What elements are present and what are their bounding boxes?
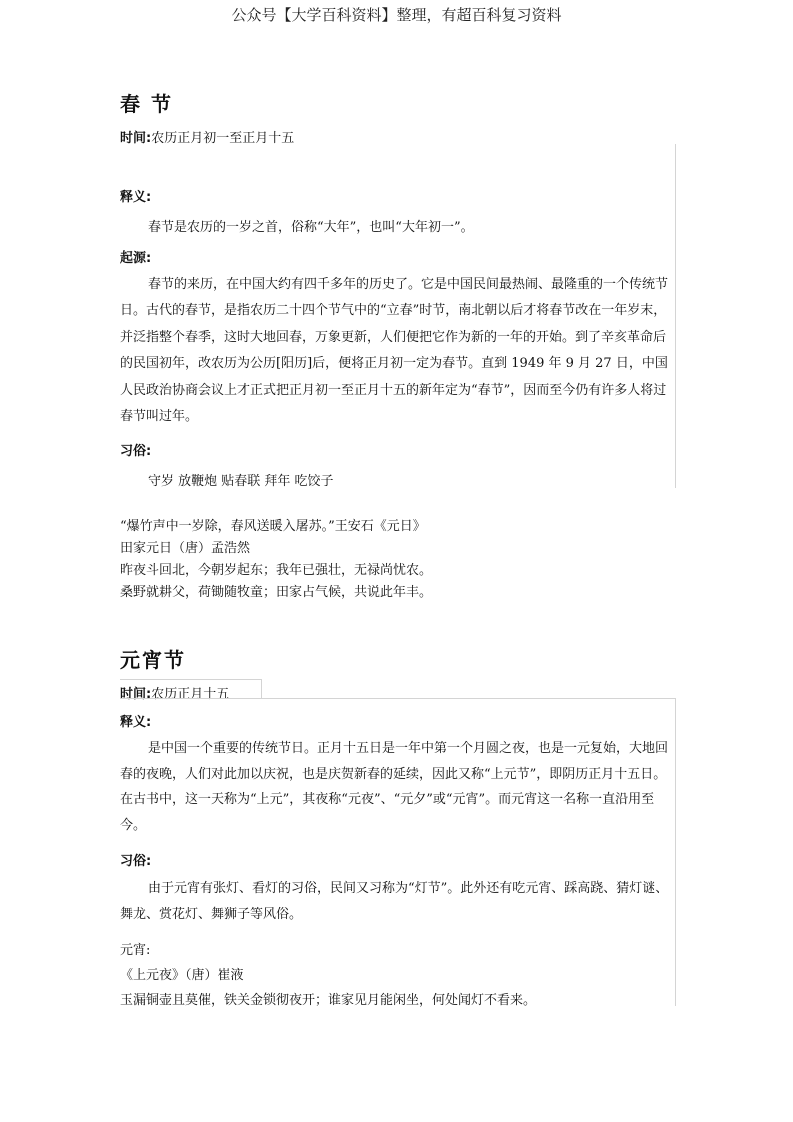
time-label: 时间: [120, 131, 152, 146]
box-border-top [120, 698, 676, 699]
meaning-label: 释义: [120, 190, 152, 205]
poem-line: 田家元日（唐）孟浩然 [120, 541, 251, 556]
origin-text: 春节的来历，在中国大约有四千多年的历史了。它是中国民间最热闹、最隆重的一个传统节日。古代的春节，是指农历二十四个节气中的“立春”时节，南北朝以后才将春节改在一年岁末，并泛指整个春季，这时大地回春，万象更新，人们便把它作为新的一年的开始。到了辛亥革命后的民国初年，改农历为公历[阳历]后，便将正月初一定为春节。直到 1949 年 9 月 27 日，中国人民政治协商会议上才正式把正月初一至正月十五的新年定为“春节”，因而至今仍有许多人将过春节叫过年。 [120, 277, 669, 425]
customs-text: 守岁 放鞭炮 贴春联 拜年 吃饺子 [148, 474, 334, 489]
poem-line: 昨夜斗回北，今朝岁起东；我年已强壮，无禄尚忧农。 [120, 563, 433, 578]
time-row-spring [120, 127, 294, 146]
time-row-lantern [120, 683, 229, 702]
time-box-border [261, 679, 262, 698]
section-title-spring: 春 节 [120, 92, 173, 116]
section-title-lantern: 元宵节 [120, 648, 186, 672]
meaning-label: 释义: [120, 715, 152, 730]
poem-line: “爆竹声中一岁除，春风送暖入屠苏。”王安石《元日》 [120, 519, 426, 534]
customs-label: 习俗: [120, 444, 152, 459]
time-box-border [120, 679, 261, 680]
meaning-text: 是中国一个重要的传统节日。正月十五日是一年中第一个月圆之夜，也是一元复始，大地回春的夜晚，人们对此加以庆祝，也是庆贺新春的延续，因此又称“上元节”，即阴历正月十五日。在古书中，这一天称为“上元”，其夜称“元夜”、“元夕”或“元宵”。而元宵这一名称一直沿用至今。 [120, 741, 669, 833]
time-label: 时间: [120, 687, 152, 702]
meaning-text: 春节是农历的一岁之首，俗称“大年”，也叫“大年初一”。 [148, 220, 474, 235]
poem-line: 桑野就耕父，荷锄随牧童；田家占气候，共说此年丰。 [120, 585, 433, 600]
poem-line: 玉漏铜壶且莫催，铁关金锁彻夜开；谁家见月能闲坐，何处闻灯不看来。 [120, 993, 537, 1008]
time-value: 农历正月十五 [151, 687, 230, 702]
origin-label: 起源: [120, 251, 152, 266]
customs-text: 由于元宵有张灯、看灯的习俗，民间又习称为“灯节”。此外还有吃元宵、踩高跷、猜灯谜、舞龙、赏花灯、舞狮子等风俗。 [120, 881, 669, 922]
poem-line: 《上元夜》（唐）崔液 [120, 968, 244, 983]
customs-label: 习俗: [120, 854, 152, 869]
poem-line: 元宵: [120, 943, 151, 958]
time-value: 农历正月初一至正月十五 [151, 131, 295, 146]
page-header: 公众号【大学百科资料】整理，有超百科复习资料 [231, 6, 562, 24]
